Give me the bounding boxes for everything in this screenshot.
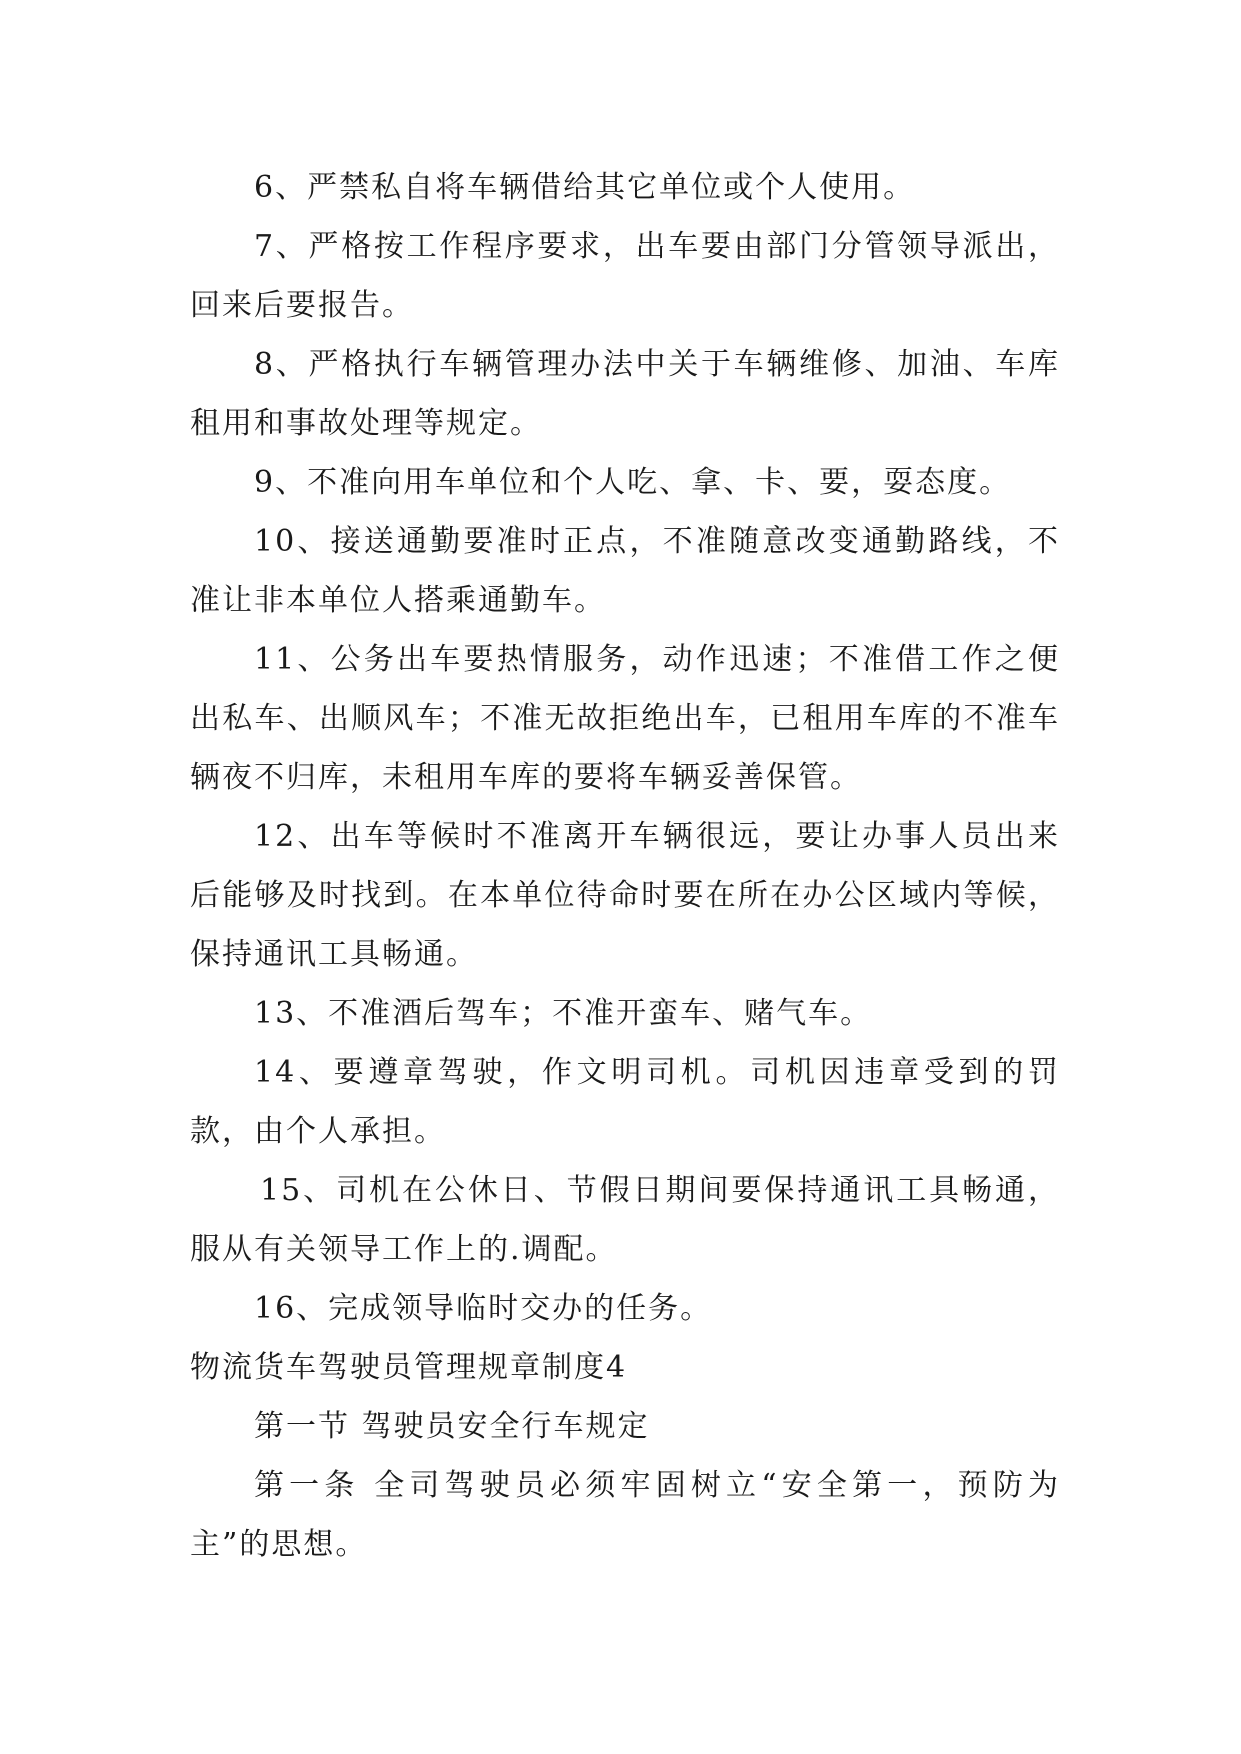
paragraph-rule-15: 15、司机在公休日、节假日期间要保持通讯工具畅通，服从有关领导工作上的.调配。 (190, 1173, 1060, 1267)
paragraph-rule-12: 12、出车等候时不准离开车辆很远，要让办事人员出来后能够及时找到。在本单位待命时要在所在办公区域内等候，保持通讯工具畅通。 (190, 819, 1060, 972)
section-heading: 第一节 驾驶员安全行车规定 (254, 1409, 650, 1444)
paragraph-rule-13: 13、不准酒后驾车；不准开蛮车、赌气车。 (254, 996, 873, 1031)
paragraph-rule-10: 10、接送通勤要准时正点，不准随意改变通勤路线，不准让非本单位人搭乘通勤车。 (190, 524, 1060, 618)
paragraph-article-1: 第一条 全司驾驶员必须牢固树立“安全第一，预防为主”的思想。 (190, 1468, 1060, 1562)
paragraph-rule-7: 7、严格按工作程序要求，出车要由部门分管领导派出，回来后要报告。 (190, 229, 1060, 323)
paragraph-rule-6: 6、严禁私自将车辆借给其它单位或个人使用。 (254, 170, 916, 205)
paragraph-rule-14: 14、要遵章驾驶，作文明司机。司机因违章受到的罚款，由个人承担。 (190, 1055, 1060, 1149)
section-title: 物流货车驾驶员管理规章制度4 (190, 1350, 628, 1385)
paragraph-rule-16: 16、完成领导临时交办的任务。 (254, 1291, 713, 1326)
paragraph-rule-8: 8、严格执行车辆管理办法中关于车辆维修、加油、车库租用和事故处理等规定。 (190, 347, 1060, 441)
document-body (190, 158, 1060, 1574)
paragraph-rule-11: 11、公务出车要热情服务，动作迅速；不准借工作之便出私车、出顺风车；不准无故拒绝出车，已租用车库的不准车辆夜不归库，未租用车库的要将车辆妥善保管。 (190, 642, 1060, 795)
paragraph-rule-9: 9、不准向用车单位和个人吃、拿、卡、要，耍态度。 (254, 465, 1012, 500)
